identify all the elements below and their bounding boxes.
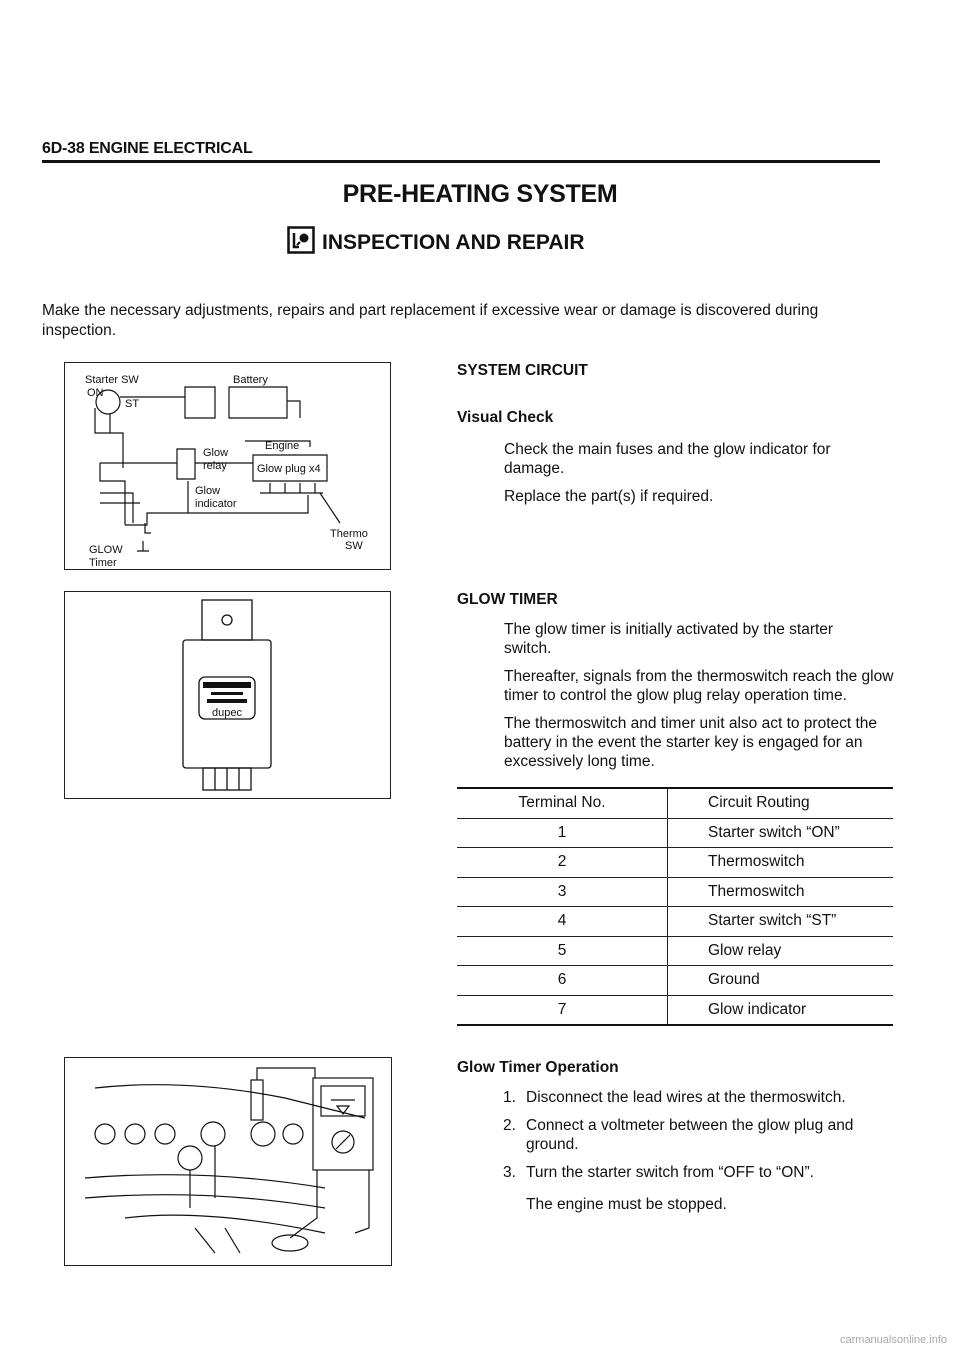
watermark-text: carmanualsonline.info [840, 1334, 948, 1346]
terminal-table [457, 787, 893, 1026]
terminal-no: 3 [457, 877, 668, 907]
circuit-routing: Thermoswitch [668, 877, 894, 907]
glow-timer-text-1: The glow timer is initially activated by the starter switch. [504, 621, 834, 657]
system-circuit-heading: SYSTEM CIRCUIT [457, 362, 588, 379]
section-subtitle: INSPECTION AND REPAIR [322, 231, 585, 254]
circuit-routing: Glow relay [668, 936, 894, 966]
st-label: ST [125, 398, 140, 410]
circuit-routing: Starter switch “ST” [668, 907, 894, 937]
table-row [457, 907, 893, 937]
visual-check-text-2: Replace the part(s) if required. [504, 488, 714, 505]
terminal-no: 2 [457, 848, 668, 878]
glow-timer-text-2: Thereafter, signals from the thermoswitch reach the glow timer to control the glow plug relay operation time. [504, 668, 894, 704]
battery-label: Battery [233, 374, 268, 386]
glow-timer-figure [64, 591, 391, 799]
glow-timer-heading: GLOW TIMER [457, 591, 558, 608]
table-row [457, 848, 893, 878]
timer-brand-label: dupec [212, 707, 242, 719]
glow-timer-label-1: GLOW [89, 544, 123, 556]
glow-timer-text-3: The thermoswitch and timer unit also act to protect the battery in the event the starter key is engaged for an excessively long time. [504, 715, 878, 770]
table-header-row [457, 788, 893, 818]
table-row [457, 995, 893, 1025]
thermo-sw-label: SW [345, 540, 363, 552]
section-header: 6D-38 ENGINE ELECTRICAL [42, 140, 253, 157]
table-row [457, 936, 893, 966]
visual-check-text-1: Check the main fuses and the glow indicator for damage. [504, 441, 831, 477]
terminal-no: 5 [457, 936, 668, 966]
operation-step: 3. Turn the starter switch from “OFF to “ON”. [503, 1164, 814, 1181]
terminal-no-header: Terminal No. [457, 788, 668, 818]
terminal-no: 1 [457, 818, 668, 848]
circuit-routing-header: Circuit Routing [668, 788, 894, 818]
terminal-no: 7 [457, 995, 668, 1025]
operation-steps [503, 1088, 883, 1191]
intro-paragraph: Make the necessary adjustments, repairs and part replacement if excessive wear or damage is discovered during inspection. [42, 302, 819, 339]
inspection-icon [287, 226, 315, 254]
glow-relay-label-2: relay [203, 460, 227, 472]
operation-step: 1. Disconnect the lead wires at the thermoswitch. [503, 1089, 846, 1106]
header-rule [42, 160, 880, 163]
circuit-routing: Glow indicator [668, 995, 894, 1025]
circuit-routing: Starter switch “ON” [668, 818, 894, 848]
terminal-no: 6 [457, 966, 668, 996]
terminal-no: 4 [457, 907, 668, 937]
glow-plug-label: Glow plug x4 [257, 463, 321, 475]
operation-step: 2. Connect a voltmeter between the glow plug and ground. [503, 1117, 854, 1153]
table-row [457, 818, 893, 848]
glow-indicator-label-1: Glow [195, 485, 221, 497]
circuit-routing: Ground [668, 966, 894, 996]
operation-heading: Glow Timer Operation [457, 1059, 619, 1076]
on-label: ON [87, 387, 104, 399]
glow-timer-label-2: Timer [89, 557, 117, 569]
circuit-diagram-figure [64, 362, 391, 570]
visual-check-heading: Visual Check [457, 409, 554, 426]
table-row [457, 877, 893, 907]
circuit-routing: Thermoswitch [668, 848, 894, 878]
page-title: PRE-HEATING SYSTEM [342, 180, 618, 208]
glow-relay-label-1: Glow [203, 447, 229, 459]
operation-note: The engine must be stopped. [526, 1196, 727, 1213]
starter-sw-label: Starter SW [85, 374, 139, 386]
glow-indicator-label-2: indicator [195, 498, 237, 510]
voltmeter-test-figure [64, 1057, 392, 1266]
engine-label: Engine [265, 440, 300, 452]
table-row [457, 966, 893, 996]
thermo-label: Thermo [330, 528, 368, 540]
